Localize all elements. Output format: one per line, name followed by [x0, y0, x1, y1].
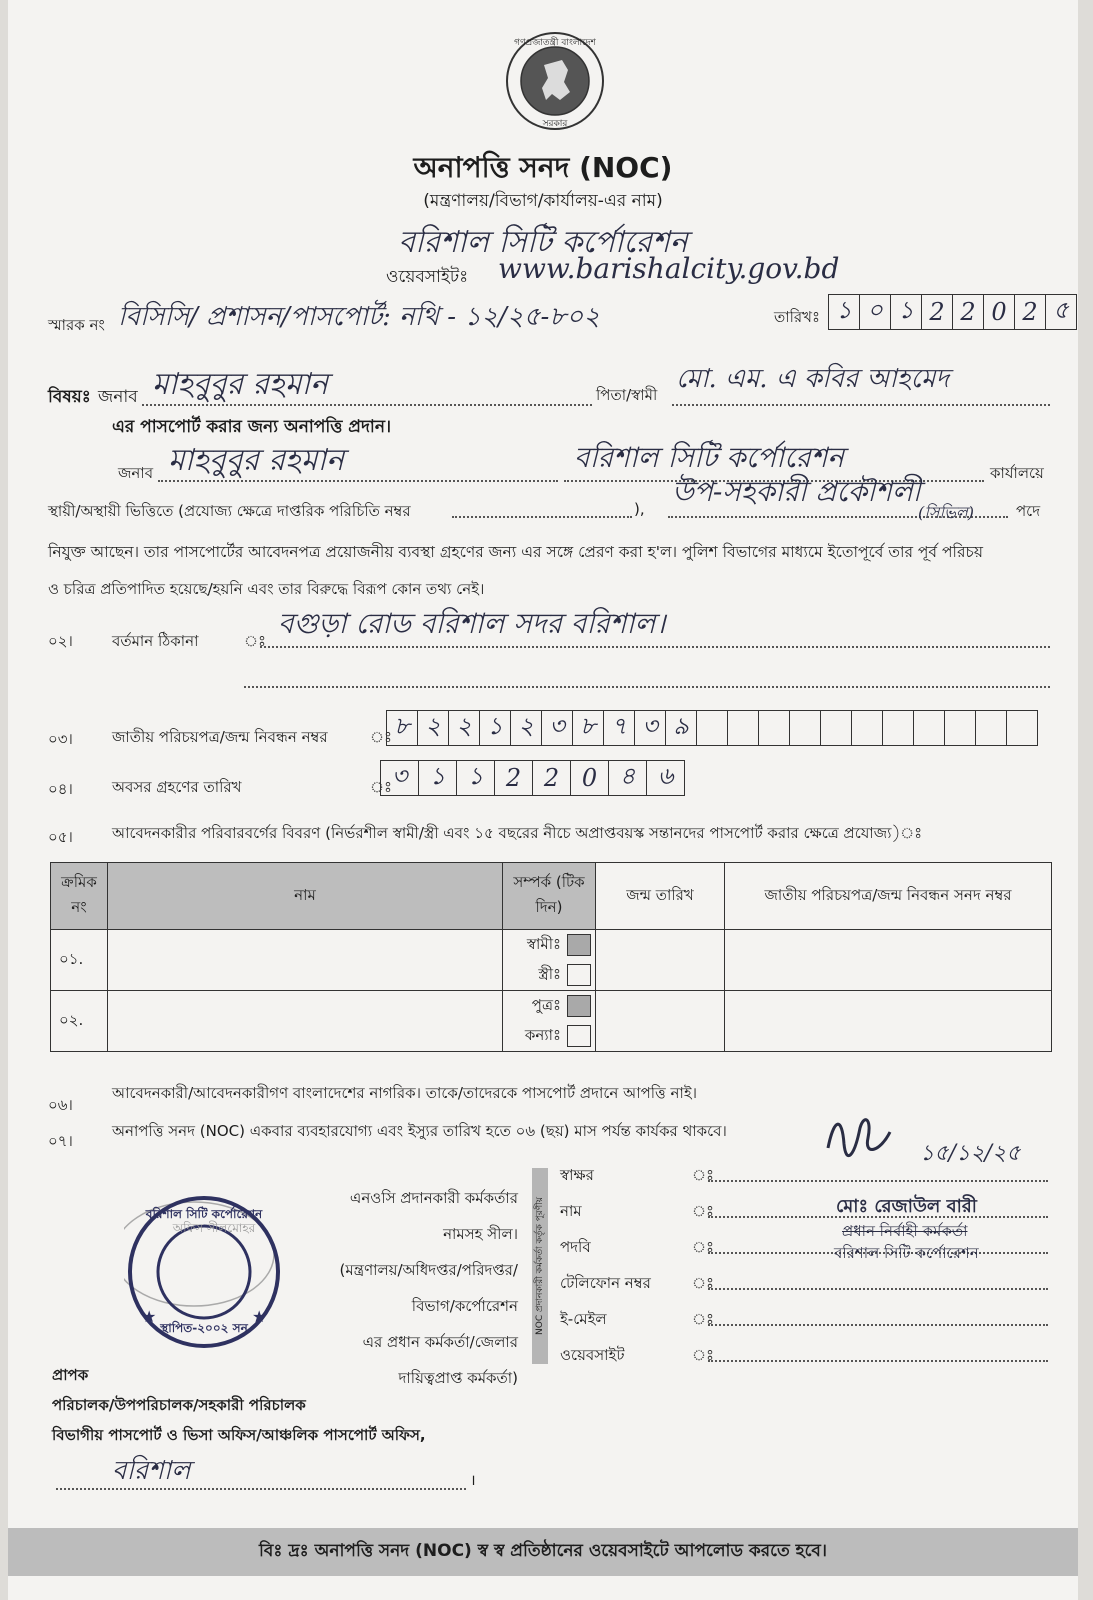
item4-label: অবসর গ্রহণের তারিখ — [112, 778, 242, 796]
row-name-cell[interactable] — [108, 991, 503, 1052]
subject-line2: এর পাসপোর্ট করার জন্য অনাপত্তি প্রদান। — [112, 417, 392, 437]
signatory-left-block: এনওসি প্রদানকারী কর্মকর্তার নামসহ সীল। (মন্ত্রণালয়/অধিদপ্তর/পরিদপ্তর/ বিভাগ/কর্পোরেশন এর প্রধান কর্মকর্তা/জেলার দায়িত্বপ্রাপ্ত কর্মকর্তা) — [339, 1189, 518, 1387]
item2-number: ০২। — [48, 632, 73, 650]
officer-name: মোঃ রেজাউল বারী — [836, 1196, 977, 1217]
subject-name: মাহবুবুর রহমান — [152, 367, 329, 402]
recipient-line1: পরিচালক/উপপরিচালক/সহকারী পরিচালক — [52, 1396, 306, 1414]
father-name: মো. এম. এ কবির আহমেদ — [676, 364, 950, 394]
item3-number: ০৩। — [48, 730, 73, 748]
memo-value: বিসিসি/ প্রশাসন/পাসপোর্ট: নথি - ১২/২৫-৮০২ — [118, 302, 601, 332]
seal-ring-text: বরিশাল সিটি কর্পোরেশন — [145, 1207, 263, 1221]
memo-label: স্মারক নং — [48, 316, 105, 334]
th-dob: জন্ম তারিখ — [596, 863, 725, 930]
post-note: (সিভিল) — [918, 503, 975, 522]
date-label: তারিখঃ — [774, 308, 820, 326]
footer-note — [8, 1528, 1078, 1576]
colon: ঃ — [692, 1202, 715, 1220]
email-label: ই-মেইল — [560, 1310, 607, 1328]
recipient-label: প্রাপক — [52, 1366, 89, 1384]
signature-mark — [820, 1108, 930, 1174]
office-suffix: কার্যালয়ে — [990, 464, 1044, 482]
item2-label: বর্তমান ঠিকানা — [112, 632, 199, 650]
signature-date: ১৫/১২/২৫ — [920, 1141, 1021, 1166]
family-table — [50, 862, 1052, 1052]
phone-label: টেলিফোন নম্বর — [560, 1274, 651, 1292]
name-label: নাম — [560, 1202, 582, 1220]
website-value: www.barishalcity.gov.bd — [498, 252, 840, 285]
th-name: নাম — [108, 863, 503, 930]
th-relation: সম্পর্ক (টিক দিন) — [503, 863, 596, 930]
body-mr-label: জনাব — [118, 464, 154, 482]
relation-husband-label: স্বামীঃ — [526, 934, 561, 953]
th-serial: ক্রমিক নং — [51, 863, 108, 930]
issue-date-boxes: ১ ০ ১ 2 2 0 2 ৫ — [828, 294, 1077, 330]
officer-org: বরিশাল সিটি কর্পোরেশন — [834, 1244, 979, 1262]
colon: ঃ — [692, 1346, 715, 1364]
subject-label: বিষয়ঃ — [48, 387, 91, 407]
form-subtitle: (মন্ত্রণালয়/বিভাগ/কার্যালয়-এর নাম) — [423, 191, 663, 211]
husband-checkbox[interactable] — [567, 934, 591, 956]
item4-colon: ঃ — [370, 778, 393, 796]
row-serial: ০২. — [51, 991, 108, 1052]
officer-designation: প্রধান নির্বাহী কর্মকর্তা — [842, 1222, 968, 1240]
row-dob-cell[interactable] — [596, 991, 725, 1052]
noc-strip: NOC প্রদানকারী কর্মকর্তা কর্তৃক পূরণীয় — [532, 1168, 548, 1364]
svg-text:★: ★ — [142, 1307, 157, 1326]
body-name: মাহবুবুর রহমান — [168, 443, 345, 478]
noc-form-page — [8, 0, 1078, 1600]
subject-mr-label: জনাব — [98, 387, 138, 407]
item3-colon: ঃ — [370, 728, 393, 746]
item2-colon: ঃ — [244, 632, 267, 650]
row-name-cell[interactable] — [108, 930, 503, 991]
retirement-date-boxes: ৩ ১ ১ 2 2 0 ৪ ৬ — [380, 760, 685, 796]
footer-note-text: বিঃ দ্রঃ অনাপত্তি সনদ (NOC) স্ব স্ব প্রতিষ্ঠানের ওয়েবসাইটে আপলোড করতে হবে। — [259, 1541, 827, 1561]
relation-son-label: পুত্রঃ — [531, 995, 561, 1014]
recipient-end: । — [470, 1471, 476, 1489]
permanent-end: ), — [634, 500, 645, 518]
item7-number: ০৭। — [48, 1132, 73, 1150]
row-nid-cell[interactable] — [725, 991, 1052, 1052]
row-nid-cell[interactable] — [725, 930, 1052, 991]
nid-number-boxes: ৮ ২ ২ ১ ২ ৩ ৮ ৭ ৩ ৯ — [386, 710, 1038, 746]
corporation-seal — [124, 1192, 284, 1352]
item7-text: অনাপত্তি সনদ (NOC) একবার ব্যবহারযোগ্য এবং ইস্যুর তারিখ হতে ০৬ (ছয়) মাস পর্যন্ত কার্যকর থাকবে। — [112, 1122, 727, 1140]
recipient-line2: বিভাগীয় পাসপোর্ট ও ভিসা অফিস/আঞ্চলিক পাসপোর্ট অফিস, — [52, 1426, 426, 1444]
row-serial: ০১. — [51, 930, 108, 991]
designation-label: পদবি — [560, 1238, 591, 1256]
org-name-handwritten: বরিশাল সিটি কর্পোরেশন — [398, 225, 688, 260]
father-label: পিতা/স্বামী — [596, 386, 658, 404]
body-office: বরিশাল সিটি কর্পোরেশন — [574, 441, 845, 474]
row-relation-cell — [503, 930, 596, 991]
body-para2: ও চরিত্র প্রতিপাদিত হয়েছে/হয়নি এবং তার বিরুদ্ধে বিরূপ কোন তথ্য নেই। — [48, 580, 485, 598]
table-row — [51, 991, 1052, 1052]
emblem-bottom-text: সরকার — [542, 119, 568, 129]
daughter-checkbox[interactable] — [567, 1025, 591, 1047]
body-para1: নিযুক্ত আছেন। তার পাসপোর্টের আবেদনপত্র প্রয়োজনীয় ব্যবস্থা গ্রহণের জন্য এর সঙ্গে প্রেরণ করা হ'ল। পুলিশ বিভাগের মাধ্যমে ইতোপূর্বে তার পূর্ব পরিচয় — [48, 543, 983, 561]
colon: ঃ — [692, 1310, 715, 1328]
form-title: অনাপত্তি সনদ (NOC) — [413, 151, 673, 184]
item5-number: ০৫। — [48, 828, 73, 846]
colon: ঃ — [692, 1166, 715, 1184]
svg-text:★: ★ — [252, 1307, 267, 1326]
item3-label: জাতীয় পরিচয়পত্র/জন্ম নিবন্ধন নম্বর — [112, 728, 328, 746]
item6-number: ০৬। — [48, 1096, 73, 1114]
row-dob-cell[interactable] — [596, 930, 725, 991]
emblem-ring-text: গণপ্রজাতন্ত্রী বাংলাদেশ — [514, 38, 596, 48]
seal-faint-text: অফিস সীলমোহর — [172, 1221, 256, 1235]
present-address: বগুড়া রোড বরিশাল সদর বরিশাল। — [278, 607, 666, 640]
th-nid: জাতীয় পরিচয়পত্র/জন্ম নিবন্ধন সনদ নম্বর — [725, 863, 1052, 930]
row-relation-cell — [503, 991, 596, 1052]
recipient-city: বরিশাল — [112, 1456, 191, 1486]
permanent-text: স্থায়ী/অস্থায়ী ভিত্তিতে (প্রযোজ্য ক্ষেত্রে দাপ্তরিক পরিচিতি নম্বর — [48, 502, 411, 520]
item6-text: আবেদনকারী/আবেদনকারীগণ বাংলাদেশের নাগরিক। তাকে/তাদেরকে পাসপোর্ট প্রদানে আপত্তি নাই। — [112, 1084, 698, 1102]
item4-number: ০৪। — [48, 780, 73, 798]
son-checkbox[interactable] — [567, 995, 591, 1017]
colon: ঃ — [692, 1274, 715, 1292]
website-label-2: ওয়েবসাইট — [560, 1346, 625, 1364]
website-label: ওয়েবসাইটঃ — [386, 267, 469, 287]
wife-checkbox[interactable] — [567, 964, 591, 986]
seal-year: স্থাপিত-২০০২ সন — [160, 1321, 248, 1335]
post-name: উপ-সহকারী প্রকৌশলী — [672, 475, 921, 508]
relation-wife-label: স্ত্রীঃ — [538, 964, 561, 983]
item5-label: আবেদনকারীর পরিবারবর্গের বিবরণ (নির্ভরশীল স্বামী/স্ত্রী এবং ১৫ বছরের নীচে অপ্রাপ্তবয়স্ক সন্তানদের পাসপোর্ট করার ক্ষেত্রে প্রযোজ্য)ঃ — [112, 824, 923, 842]
sign-label: স্বাক্ষর — [560, 1166, 594, 1184]
relation-daughter-label: কন্যাঃ — [524, 1025, 561, 1044]
table-row — [51, 930, 1052, 991]
post-suffix: পদে — [1016, 502, 1041, 520]
colon: ঃ — [692, 1238, 715, 1256]
government-emblem — [504, 30, 606, 132]
